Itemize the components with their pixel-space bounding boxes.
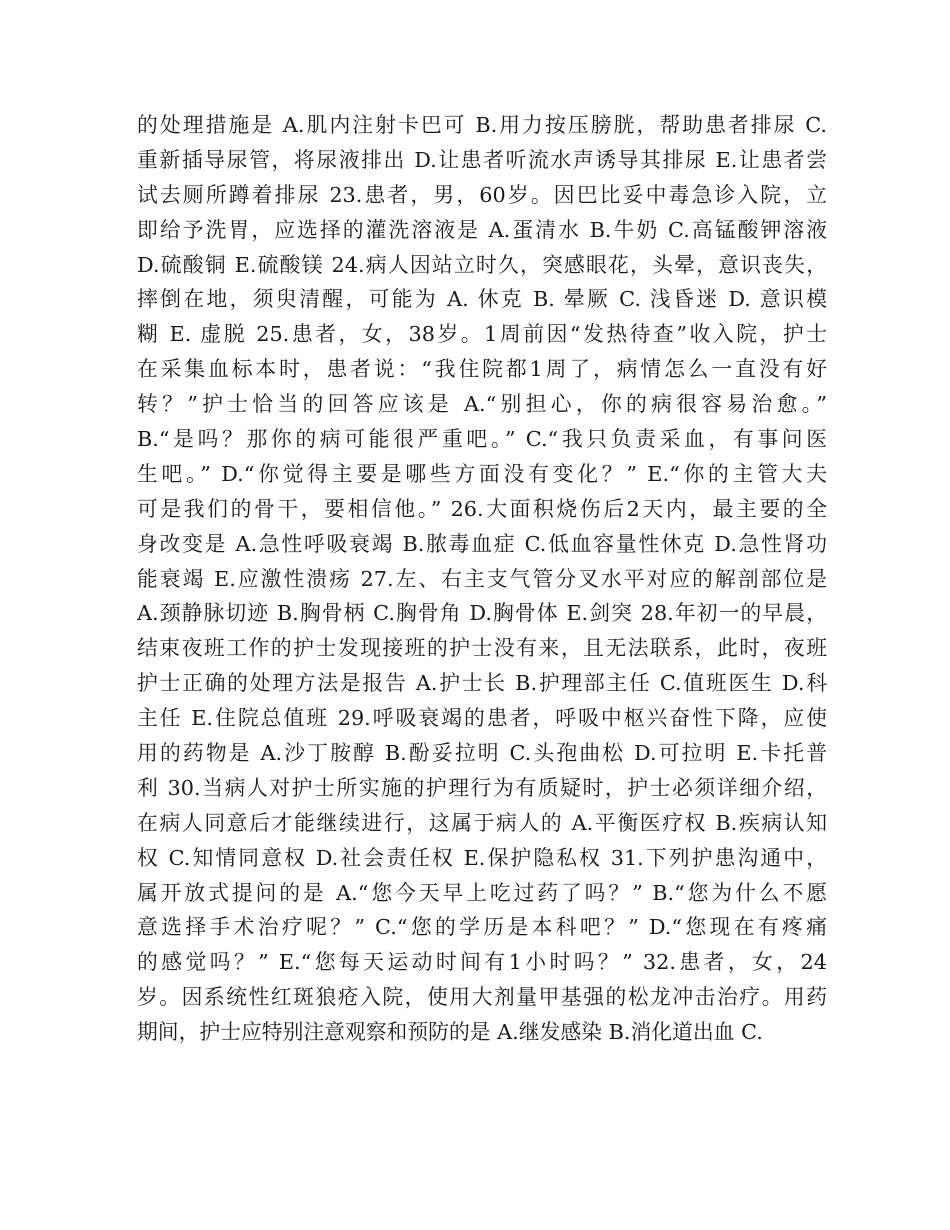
text-line: 摔倒在地，须臾清醒，可能为 A. 休克 B. 晕厥 C. 浅昏迷 D. 意识模	[137, 287, 827, 312]
text-line: 主任 E.住院总值班 29.呼吸衰竭的患者，呼吸中枢兴奋性下降，应使	[137, 706, 827, 731]
text-line: 糊 E. 虚脱 25.患者，女，38岁。1周前因“发热待查”收入院，护士	[137, 322, 827, 347]
text-line: 转？”护士恰当的回答应该是 A.“别担心，你的病很容易治愈。”	[137, 392, 827, 417]
text-line: D.硫酸铜 E.硫酸镁 24.病人因站立时久，突感眼花，头晕，意识丧失，	[137, 252, 827, 277]
text-line: 期间，护士应特别注意观察和预防的是 A.继发感染 B.消化道出血 C.	[137, 1020, 763, 1045]
text-line: 权 C.知情同意权 D.社会责任权 E.保护隐私权 31.下列护患沟通中，	[137, 845, 827, 870]
text-line: 结束夜班工作的护士发现接班的护士没有来，且无法联系，此时，夜班	[137, 636, 827, 661]
text-line: 意选择手术治疗呢？” C.“您的学历是本科吧？” D.“您现在有疼痛	[137, 915, 827, 940]
text-line: 护士正确的处理方法是报告 A.护士长 B.护理部主任 C.值班医生 D.科	[137, 671, 827, 696]
text-line: A.颈静脉切迹 B.胸骨柄 C.胸骨角 D.胸骨体 E.剑突 28.年初一的早晨，	[137, 601, 827, 626]
text-line: 在病人同意后才能继续进行，这属于病人的 A.平衡医疗权 B.疾病认知	[137, 810, 827, 835]
text-line: 岁。因系统性红斑狼疮入院，使用大剂量甲基强的松龙冲击治疗。用药	[137, 985, 827, 1010]
text-line: 可是我们的骨干，要相信他。” 26.大面积烧伤后2天内，最主要的全	[137, 496, 827, 521]
body-text	[137, 108, 827, 1050]
text-line: 能衰竭 E.应激性溃疡 27.左、右主支气管分叉水平对应的解剖部位是	[137, 566, 827, 591]
text-line: 试去厕所蹲着排尿 23.患者，男，60岁。因巴比妥中毒急诊入院，立	[137, 182, 827, 207]
text-line: 重新插导尿管，将尿液排出 D.让患者听流水声诱导其排尿 E.让患者尝	[137, 147, 827, 172]
text-line: 的感觉吗？” E.“您每天运动时间有1小时吗？” 32.患者，女，24	[137, 950, 827, 975]
text-line: 利 30.当病人对护士所实施的护理行为有质疑时，护士必须详细介绍，	[137, 775, 827, 800]
text-line: B.“是吗？那你的病可能很严重吧。” C.“我只负责采血，有事问医	[137, 427, 827, 452]
text-line: 在采集血标本时，患者说：“我住院都1周了，病情怎么一直没有好	[137, 357, 827, 382]
text-line: 即给予洗胃，应选择的灌洗溶液是 A.蛋清水 B.牛奶 C.高锰酸钾溶液	[137, 217, 827, 242]
text-line: 生吧。” D.“你觉得主要是哪些方面没有变化？” E.“你的主管大夫	[137, 461, 827, 486]
text-line: 用的药物是 A.沙丁胺醇 B.酚妥拉明 C.头孢曲松 D.可拉明 E.卡托普	[137, 741, 827, 766]
text-line: 的处理措施是 A.肌内注射卡巴可 B.用力按压膀胱，帮助患者排尿 C.	[137, 113, 827, 137]
text-line: 身改变是 A.急性呼吸衰竭 B.脓毒血症 C.低血容量性休克 D.急性肾功	[137, 531, 827, 556]
text-line: 属开放式提问的是 A.“您今天早上吃过药了吗？” B.“您为什么不愿	[137, 880, 827, 905]
